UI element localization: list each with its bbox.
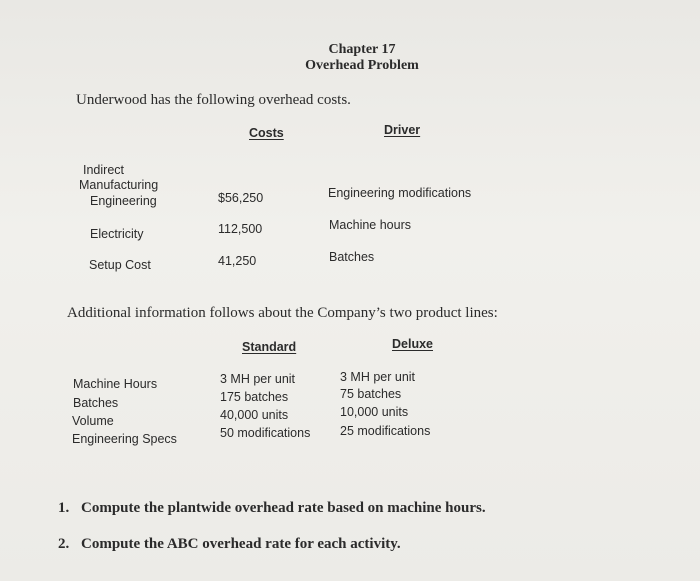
cost-row-driver: Engineering modifications bbox=[328, 186, 472, 200]
question-text: Compute the plantwide overhead rate based on machine hours. bbox=[81, 500, 486, 516]
product-row-label: Machine Hours bbox=[73, 377, 158, 391]
question-text: Compute the ABC overhead rate for each activity. bbox=[81, 536, 401, 552]
product-row-deluxe: 10,000 units bbox=[340, 405, 409, 419]
group-label-manufacturing: Manufacturing bbox=[79, 178, 159, 192]
additional-info-text: Additional information follows about the Company’s two product lines: bbox=[67, 305, 498, 321]
deluxe-header: Deluxe bbox=[392, 337, 433, 351]
chapter-title: Chapter 17 bbox=[328, 42, 396, 57]
question-item bbox=[58, 500, 486, 517]
cost-row-driver: Batches bbox=[329, 250, 375, 264]
group-label-indirect: Indirect bbox=[83, 163, 124, 177]
cost-row-name: Electricity bbox=[90, 227, 144, 241]
question-number: 1. bbox=[58, 500, 70, 516]
cost-row-name: Setup Cost bbox=[89, 258, 151, 272]
problem-title: Overhead Problem bbox=[305, 58, 419, 73]
product-row-standard: 3 MH per unit bbox=[220, 372, 296, 386]
intro-text: Underwood has the following overhead costs. bbox=[76, 92, 351, 108]
question-number: 2. bbox=[58, 536, 70, 552]
product-row-standard: 50 modifications bbox=[220, 426, 311, 440]
cost-row-amount: $56,250 bbox=[218, 191, 264, 205]
product-row-deluxe: 75 batches bbox=[340, 387, 402, 401]
product-row-standard: 40,000 units bbox=[220, 408, 289, 422]
question-item bbox=[58, 536, 401, 553]
product-row-label: Engineering Specs bbox=[72, 432, 177, 446]
cost-row-name: Engineering bbox=[90, 194, 157, 208]
costs-header: Costs bbox=[249, 126, 284, 140]
product-row-deluxe: 3 MH per unit bbox=[340, 370, 416, 384]
product-row-standard: 175 batches bbox=[220, 390, 289, 404]
cost-row-amount: 41,250 bbox=[218, 254, 257, 268]
driver-header: Driver bbox=[384, 123, 421, 137]
product-row-deluxe: 25 modifications bbox=[340, 424, 431, 438]
standard-header: Standard bbox=[242, 340, 297, 354]
product-row-label: Volume bbox=[72, 414, 114, 428]
cost-row-amount: 112,500 bbox=[218, 222, 263, 236]
cost-row-driver: Machine hours bbox=[329, 218, 411, 232]
product-row-label: Batches bbox=[73, 396, 119, 410]
